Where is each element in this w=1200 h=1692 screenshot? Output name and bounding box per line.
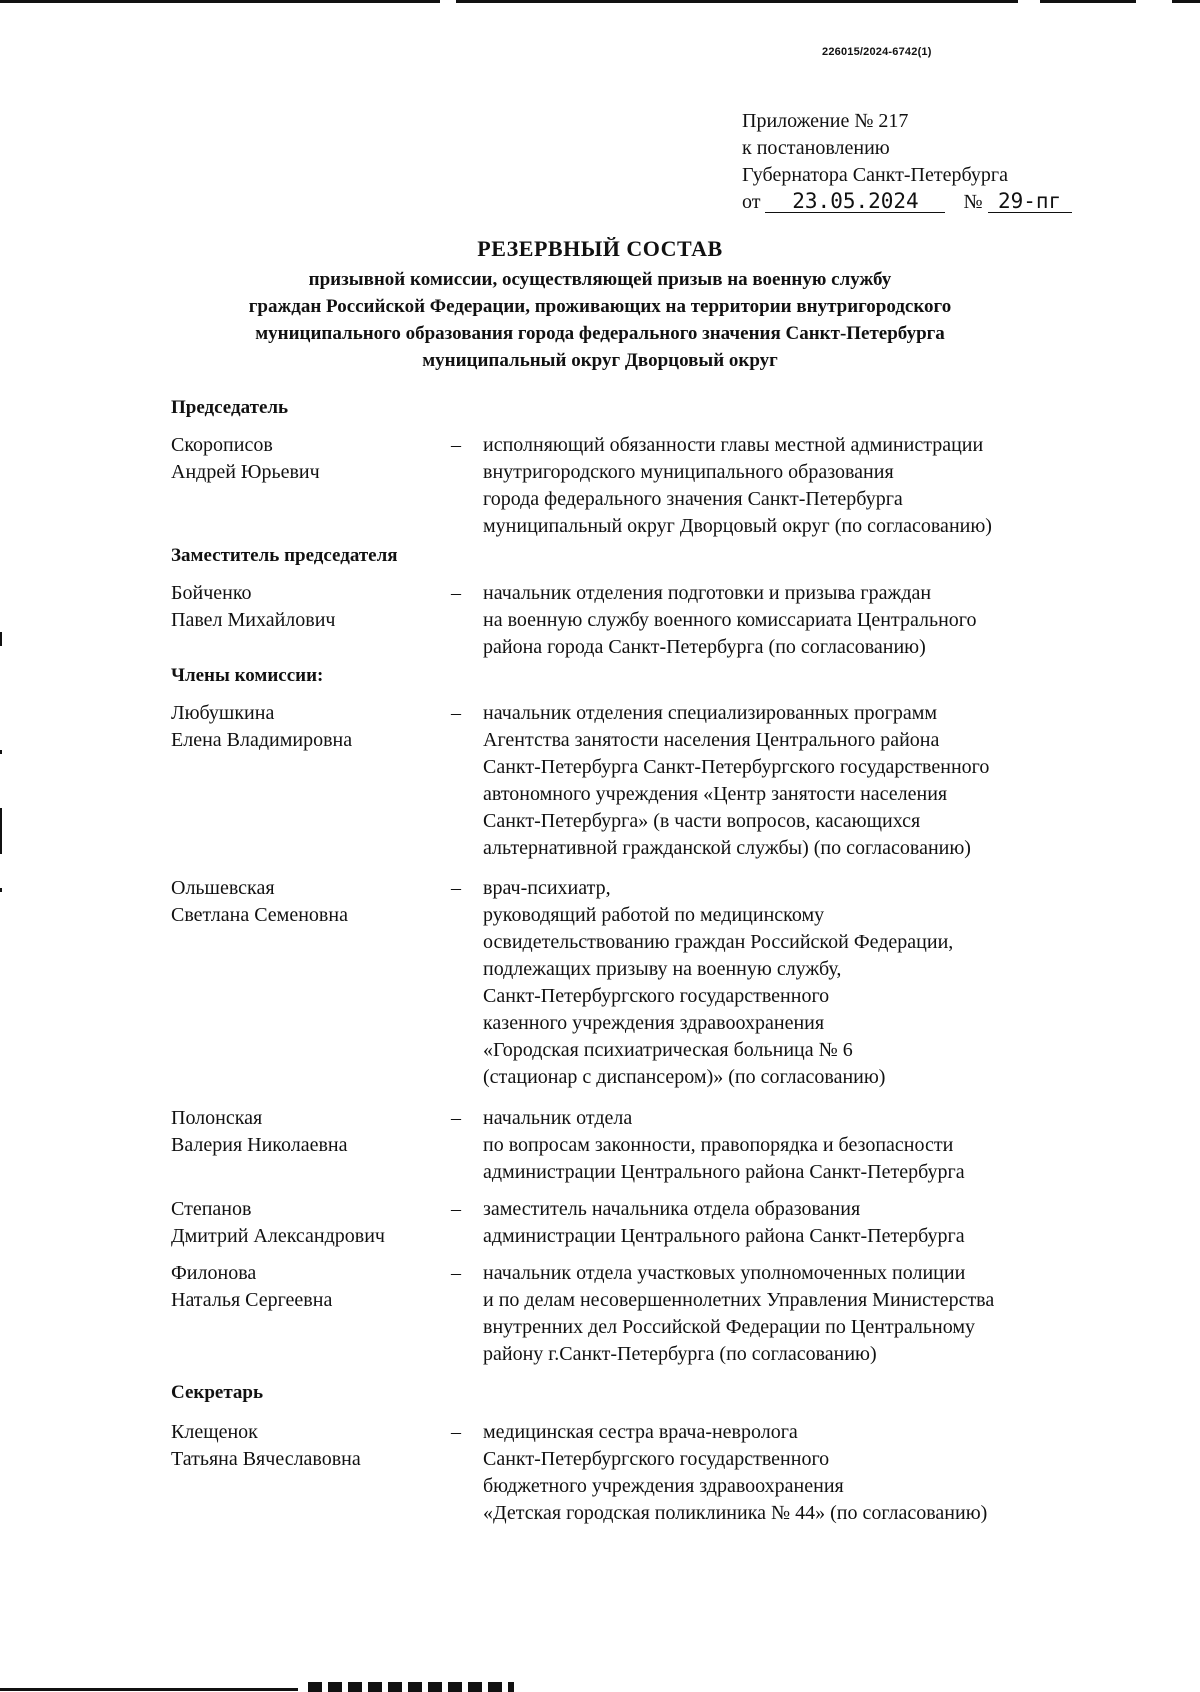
- role-line: внутренних дел Российской Федерации по Центральному: [483, 1316, 976, 1338]
- member-role: [483, 580, 1200, 661]
- document-title: РЕЗЕРВНЫЙ СОСТАВ: [477, 236, 723, 261]
- member-dash: –: [451, 434, 461, 456]
- subtitle-line: граждан Российской Федерации, проживающих на территории внутригородского: [248, 296, 952, 317]
- role-line: города федерального значения Санкт-Петербурга: [483, 488, 903, 510]
- subtitle-line: муниципальный округ Дворцовый округ: [422, 350, 778, 371]
- member-given-name: Елена Владимировна: [171, 729, 353, 751]
- member-given-name: Валерия Николаевна: [171, 1134, 348, 1156]
- member-given-name: Татьяна Вячеславовна: [171, 1448, 361, 1470]
- role-line: начальник отдела участковых уполномоченных полиции: [483, 1262, 966, 1284]
- member-role: [483, 432, 1200, 540]
- role-line: и по делам несовершеннолетних Управления Министерства: [483, 1289, 995, 1311]
- member-name: [171, 1260, 451, 1314]
- role-line: администрации Центрального района Санкт-Петербурга: [483, 1161, 965, 1183]
- role-line: начальник отдела: [483, 1107, 633, 1129]
- member-role: [483, 875, 1200, 1091]
- member-name: [171, 580, 451, 634]
- appendix-block: [742, 108, 1072, 216]
- bottom-scan-border: [0, 1688, 298, 1691]
- role-line: Санкт-Петербургского государственного: [483, 985, 830, 1007]
- appendix-line: Приложение № 217: [742, 110, 909, 132]
- role-line: району г.Санкт-Петербурга (по согласованию): [483, 1343, 877, 1365]
- member-surname: Филонова: [171, 1262, 257, 1284]
- member-dash: –: [451, 582, 461, 604]
- role-line: Санкт-Петербурга Санкт-Петербургского государственного: [483, 756, 990, 778]
- section-heading-deputy: Заместитель председателя: [171, 545, 398, 566]
- document-subtitle: [150, 266, 1050, 374]
- role-line: заместитель начальника отдела образования: [483, 1198, 861, 1220]
- member-dash: –: [451, 1107, 461, 1129]
- role-line: внутригородского муниципального образования: [483, 461, 894, 483]
- bottom-scan-border: [308, 1682, 514, 1692]
- appendix-line: к постановлению: [742, 137, 890, 159]
- member-role: [483, 700, 1200, 862]
- role-line: альтернативной гражданской службы) (по согласованию): [483, 837, 971, 859]
- role-line: подлежащих призыву на военную службу,: [483, 958, 842, 980]
- member-dash: –: [451, 1421, 461, 1443]
- role-line: медицинская сестра врача-невролога: [483, 1421, 798, 1443]
- member-dash: –: [451, 877, 461, 899]
- role-line: Агентства занятости населения Центрального района: [483, 729, 940, 751]
- member-surname: Клещенок: [171, 1421, 258, 1443]
- member-given-name: Павел Михайлович: [171, 609, 336, 631]
- role-line: бюджетного учреждения здравоохранения: [483, 1475, 844, 1497]
- member-surname: Степанов: [171, 1198, 252, 1220]
- decree-number: 29-пг: [988, 190, 1072, 213]
- member-name: [171, 875, 451, 929]
- member-surname: Любушкина: [171, 702, 275, 724]
- registration-number: 226015/2024-6742(1): [822, 46, 932, 58]
- top-scan-border: [0, 0, 440, 3]
- role-line: администрации Центрального района Санкт-Петербурга: [483, 1225, 965, 1247]
- appendix-line: Губернатора Санкт-Петербурга: [742, 164, 1008, 186]
- role-line: на военную службу военного комиссариата Центрального: [483, 609, 977, 631]
- member-name: [171, 432, 451, 486]
- role-line: начальник отделения подготовки и призыва граждан: [483, 582, 932, 604]
- section-heading-secretary: Секретарь: [171, 1382, 264, 1403]
- member-given-name: Наталья Сергеевна: [171, 1289, 333, 1311]
- member-role: [483, 1105, 1200, 1186]
- member-role: [483, 1419, 1200, 1527]
- left-edge-mark: [0, 808, 2, 854]
- member-given-name: Дмитрий Александрович: [171, 1225, 385, 1247]
- decree-date: 23.05.2024: [765, 190, 945, 213]
- role-line: казенного учреждения здравоохранения: [483, 1012, 825, 1034]
- top-scan-border: [456, 0, 1018, 3]
- member-name: [171, 700, 451, 754]
- role-line: «Детская городская поликлиника № 44» (по согласованию): [483, 1502, 988, 1524]
- section-heading-chairman: Председатель: [171, 397, 289, 418]
- member-surname: Бойченко: [171, 582, 252, 604]
- member-dash: –: [451, 702, 461, 724]
- role-line: «Городская психиатрическая больница № 6: [483, 1039, 853, 1061]
- role-line: руководящий работой по медицинскому: [483, 904, 825, 926]
- member-role: [483, 1260, 1200, 1368]
- top-scan-border: [1040, 0, 1136, 3]
- member-given-name: Андрей Юрьевич: [171, 461, 320, 483]
- role-line: врач-психиатр,: [483, 877, 611, 899]
- member-given-name: Светлана Семеновна: [171, 904, 348, 926]
- member-name: [171, 1419, 451, 1473]
- subtitle-line: муниципального образования города федерального значения Санкт-Петербурга: [255, 323, 945, 344]
- member-dash: –: [451, 1262, 461, 1284]
- section-heading-members: Члены комиссии:: [171, 665, 324, 686]
- role-line: Санкт-Петербургского государственного: [483, 1448, 830, 1470]
- member-surname: Полонская: [171, 1107, 263, 1129]
- number-prefix: №: [963, 191, 983, 213]
- role-line: начальник отделения специализированных программ: [483, 702, 938, 724]
- member-role: [483, 1196, 1200, 1250]
- role-line: исполняющий обязанности главы местной администрации: [483, 434, 984, 456]
- role-line: по вопросам законности, правопорядка и безопасности: [483, 1134, 954, 1156]
- member-dash: –: [451, 1198, 461, 1220]
- top-scan-border: [1172, 0, 1200, 3]
- member-name: [171, 1196, 451, 1250]
- role-line: района города Санкт-Петербурга (по согласованию): [483, 636, 926, 658]
- role-line: автономного учреждения «Центр занятости населения: [483, 783, 948, 805]
- appendix-date-line: [742, 189, 1072, 216]
- left-edge-mark: [0, 750, 2, 754]
- date-prefix: от: [742, 191, 761, 213]
- left-edge-mark: [0, 888, 2, 892]
- role-line: (стационар с диспансером)» (по согласованию): [483, 1066, 886, 1088]
- member-surname: Скорописов: [171, 434, 273, 456]
- subtitle-line: призывной комиссии, осуществляющей призыв на военную службу: [308, 269, 892, 290]
- member-surname: Ольшевская: [171, 877, 275, 899]
- member-name: [171, 1105, 451, 1159]
- role-line: муниципальный округ Дворцовый округ (по согласованию): [483, 515, 992, 537]
- role-line: Санкт-Петербурга» (в части вопросов, касающихся: [483, 810, 921, 832]
- role-line: освидетельствованию граждан Российской Федерации,: [483, 931, 954, 953]
- left-edge-mark: [0, 632, 2, 646]
